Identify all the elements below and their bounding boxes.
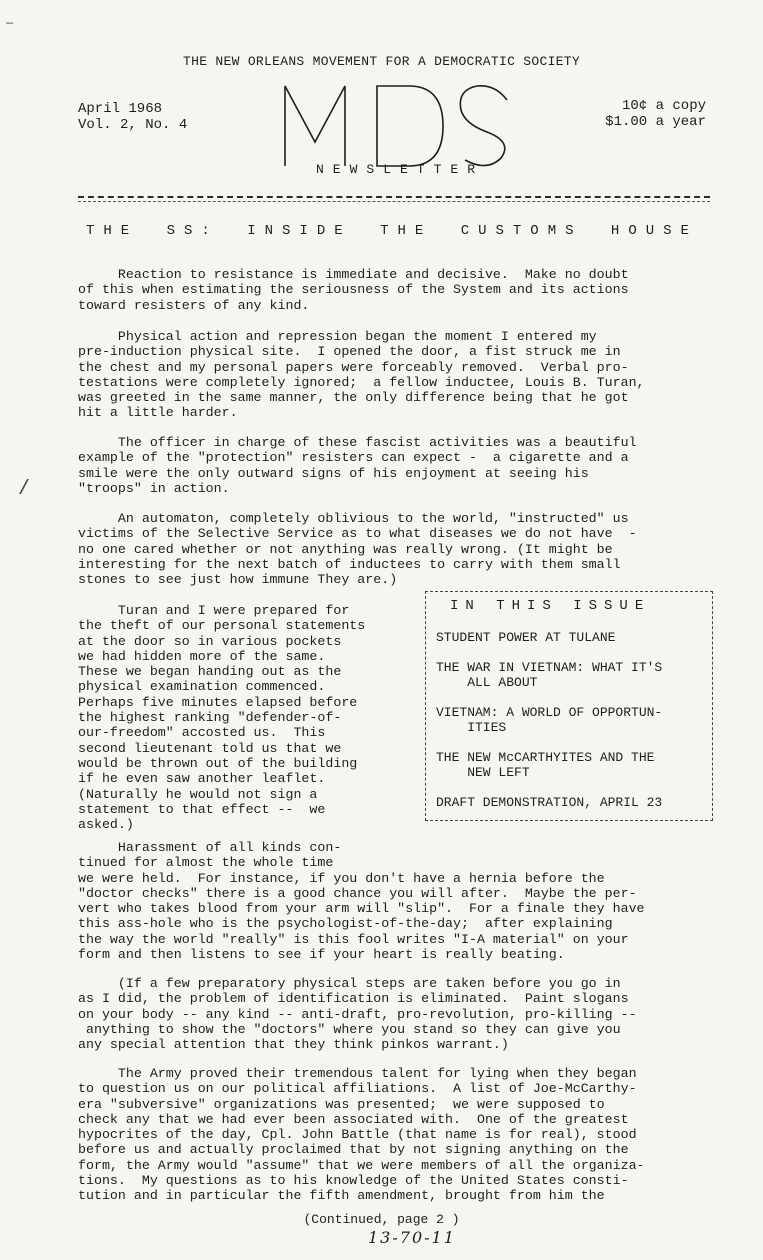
article-paragraph: Physical action and repression began the moment I entered my pre-induction physical site. I opened the door, a fist struck me in the chest and my personal papers were forceably removed. Verbal pro- testations were completely ignored; a fellow inductee, Louis B. Turan, was greeted in the same manner, the only difference being that he got hit a little harder.	[78, 329, 645, 421]
issue-date: April 1968	[78, 101, 163, 117]
article-paragraph: Turan and I were prepared for the theft of our personal statements at the door so in various pockets we had hidden more of the same. These we began handing out as the physical examination commenced. Perhaps five minutes elapsed before the highest ranking "defender-of- our-freedom" accosted us. This second lieutenant told us that we would be thrown out of the building if he even saw another leaflet. (Naturally he would not sign a statement to that effect -- we asked.)	[78, 603, 366, 833]
headline-word: CUSTOMS	[460, 223, 583, 239]
article-paragraph: Harassment of all kinds con- tinued for almost the whole time we were held. For instance, if you don't have a hernia before the "doctor checks" there is a good chance you will after. Maybe the per- vert who takes blood from your arm will "slip". For a finale they have this ass-hole who is the psychologist-of-the-day; after explaining the way the world "really" is this fool writes "I-A material" on your form and then listens to see if your heart is really beating.	[78, 840, 645, 963]
headline-word: SS:	[166, 223, 219, 239]
in-this-issue-item: STUDENT POWER AT TULANE	[436, 630, 616, 645]
headline-word: HOUSE	[610, 223, 698, 239]
issue-volume: Vol. 2, No. 4	[78, 117, 188, 133]
headline-word: THE	[380, 223, 433, 239]
in-this-issue-box	[425, 591, 713, 821]
article-headline	[86, 223, 698, 239]
article-paragraph: Reaction to resistance is immediate and decisive. Make no doubt of this when estimating the seriousness of the System and its actions toward resisters of any kind.	[78, 267, 629, 313]
in-this-issue-item: THE NEW McCARTHYITES AND THE NEW LEFT	[436, 750, 655, 780]
in-this-issue-item: VIETNAM: A WORLD OF OPPORTUN- ITIES	[436, 705, 663, 735]
newsletter-label: NEWSLETTER	[315, 162, 484, 177]
article-paragraph: The Army proved their tremendous talent for lying when they began to question us on our political affiliations. A list of Joe-McCarthy- era "subversive" organizations was presented; we were supposed to check any that we had ever been associated with. One of the greatest hypocrites of the day, Cpl. John Battle (that name is for real), stood before us and actually proclaimed that by not signing anything on the form, the Army would "assume" that we were members of all the organiza- tions. My questions as to his knowledge of the United States consti- tution and in particular the fifth amendment, brought from him the	[78, 1066, 645, 1204]
price-per-copy: 10¢ a copy	[621, 98, 706, 114]
in-this-issue-title: IN THIS ISSUE	[450, 598, 651, 614]
mds-logo	[281, 80, 521, 170]
handwritten-note: 13-70-11	[368, 1228, 456, 1247]
in-this-issue-item: DRAFT DEMONSTRATION, APRIL 23	[436, 795, 663, 810]
in-this-issue-item: THE WAR IN VIETNAM: WHAT IT'S ALL ABOUT	[436, 660, 663, 690]
continued-note: (Continued, page 2 )	[303, 1212, 460, 1227]
margin-mark: /	[18, 478, 31, 501]
price-per-year: $1.00 a year	[605, 114, 706, 130]
headline-word: INSIDE	[247, 223, 352, 239]
issue-date-block	[78, 101, 187, 133]
masthead-divider-secondary	[78, 201, 710, 202]
org-name: THE NEW ORLEANS MOVEMENT FOR A DEMOCRATIC SOCIETY	[183, 54, 580, 69]
price-block	[605, 98, 706, 130]
margin-mark: —	[6, 16, 14, 30]
headline-word: THE	[86, 223, 139, 239]
masthead-divider	[78, 196, 710, 198]
article-paragraph: An automaton, completely oblivious to the world, "instructed" us victims of the Selective Service as to what diseases we do not have - no one cared whether or not anything was really wrong. (It might be interesting for the next batch of inductees to carry with them small stones to see just how immune They are.)	[78, 511, 637, 588]
article-paragraph: (If a few preparatory physical steps are taken before you go in as I did, the problem of identification is eliminated. Paint slogans on your body -- any kind -- anti-draft, pro-revolution, pro-killing -- anything to show the "doctors" where you stand so they can give you any special attention that they think pinkos warrant.)	[78, 976, 637, 1053]
article-paragraph: The officer in charge of these fascist activities was a beautiful example of the "protection" resisters can expect - a cigarette and a smile were the only outward signs of his enjoyment at seeing his "troops" in action.	[78, 435, 637, 496]
